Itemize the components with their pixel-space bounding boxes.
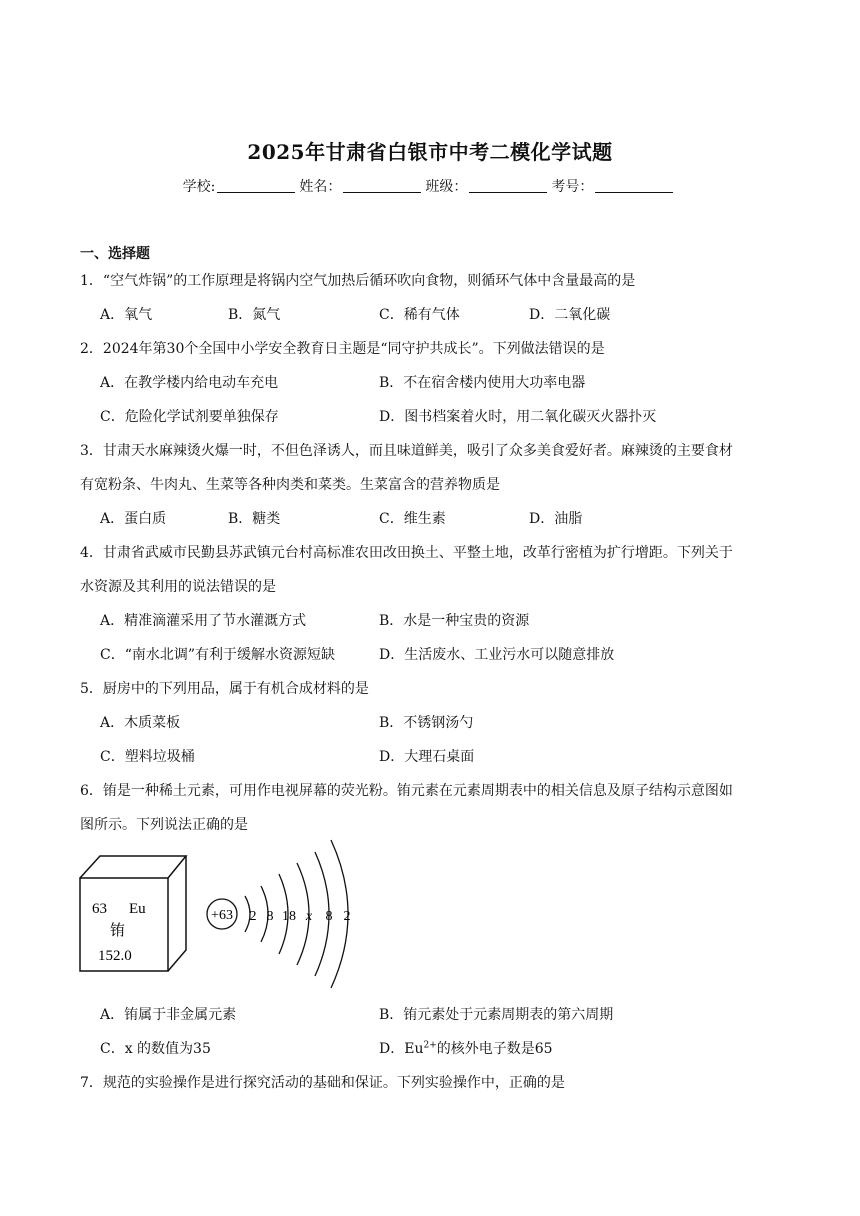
q5-option-d[interactable]: D．大理石桌面 (379, 749, 475, 765)
q2-option-d[interactable]: D．图书档案着火时，用二氧化碳灭火器扑灭 (379, 409, 657, 425)
student-info-line (0, 176, 860, 196)
q6-option-d[interactable] (379, 1038, 553, 1058)
q1-option-a[interactable]: A．氧气 (100, 307, 153, 323)
school-label: 学校: (182, 179, 216, 195)
question-1-stem: 1．“空气炸锅”的工作原理是将锅内空气加热后循环吹向食物，则循环气体中含量最高的是 (80, 273, 636, 289)
q2-option-b[interactable]: B．不在宿舍楼内使用大功率电器 (379, 375, 586, 391)
school-blank[interactable] (217, 178, 295, 193)
q3-option-b[interactable]: B．糖类 (228, 511, 281, 527)
q4-option-d[interactable]: D．生活废水、工业污水可以随意排放 (379, 647, 615, 663)
shell-6-count: 2 (343, 909, 351, 924)
q6-option-c[interactable]: C．x 的数值为35 (100, 1041, 211, 1057)
europium-figure (75, 836, 365, 994)
q5-option-b[interactable]: B．不锈钢汤勺 (379, 715, 474, 731)
question-4-stem-line-1: 4．甘肃省武威市民勤县苏武镇元台村高标准农田改田换土、平整土地，改革行密植为扩行增距。下列关于 (80, 545, 733, 561)
shell-2-count: 8 (266, 909, 274, 924)
q4-option-a[interactable]: A．精准滴灌采用了节水灌溉方式 (100, 613, 307, 629)
class-blank[interactable] (469, 178, 547, 193)
question-6-stem-line-1: 6．铕是一种稀土元素，可用作电视屏幕的荧光粉。铕元素在元素周期表中的相关信息及原子结构示意图如 (80, 783, 733, 799)
q6-option-d-head: D．Eu (379, 1041, 424, 1057)
q6-option-d-charge: 2+ (423, 1040, 437, 1051)
question-7-stem: 7．规范的实验操作是进行探究活动的基础和保证。下列实验操作中，正确的是 (80, 1075, 565, 1091)
element-symbol: Eu (129, 901, 146, 917)
question-3-stem-line-2: 有宽粉条、牛肉丸、生菜等各种肉类和菜类。生菜富含的营养物质是 (80, 477, 500, 493)
q3-option-c[interactable]: C．维生素 (379, 511, 446, 527)
q6-option-d-tail: 的核外电子数是65 (436, 1041, 553, 1057)
atomic-mass: 152.0 (98, 948, 132, 964)
q4-option-b[interactable]: B．水是一种宝贵的资源 (379, 613, 530, 629)
question-2-stem: 2．2024年第30个全国中小学安全教育日主题是“同守护共成长”。下列做法错误的是 (80, 341, 605, 357)
q5-option-c[interactable]: C．塑料垃圾桶 (100, 749, 195, 765)
question-4-stem-line-2: 水资源及其利用的说法错误的是 (80, 579, 276, 595)
q6-option-a[interactable]: A．铕属于非金属元素 (100, 1007, 237, 1023)
question-5-stem: 5．厨房中的下列用品，属于有机合成材料的是 (80, 681, 369, 697)
question-3-stem-line-1: 3．甘肃天水麻辣烫火爆一时，不但色泽诱人，而且味道鲜美，吸引了众多美食爱好者。麻辣烫的主要食材 (80, 443, 733, 459)
q1-option-b[interactable]: B．氮气 (228, 307, 281, 323)
element-name: 铕 (110, 923, 126, 939)
shell-5-count: 8 (325, 909, 333, 924)
q3-option-a[interactable]: A．蛋白质 (100, 511, 167, 527)
q5-option-a[interactable]: A．木质菜板 (100, 715, 181, 731)
q2-option-c[interactable]: C．危险化学试剂要单独保存 (100, 409, 279, 425)
nucleus-charge: +63 (211, 908, 233, 923)
q3-option-d[interactable]: D．油脂 (529, 511, 583, 527)
shell-4-count: x (305, 909, 313, 924)
q4-option-c[interactable]: C．“南水北调”有利于缓解水资源短缺 (100, 647, 336, 663)
q1-option-c[interactable]: C．稀有气体 (379, 307, 460, 323)
shell-1-count: 2 (249, 909, 257, 924)
name-blank[interactable] (343, 178, 421, 193)
class-label: 班级： (425, 179, 468, 195)
question-6-stem-line-2: 图所示。下列说法正确的是 (80, 817, 248, 833)
section-heading: 一、选择题 (80, 246, 150, 262)
q1-option-d[interactable]: D．二氧化碳 (529, 307, 611, 323)
q2-option-a[interactable]: A．在教学楼内给电动车充电 (100, 375, 279, 391)
q6-option-b[interactable]: B．铕元素处于元素周期表的第六周期 (379, 1007, 614, 1023)
name-label: 姓名： (299, 179, 342, 195)
page-title: 2025年甘肃省白银市中考二模化学试题 (247, 140, 613, 164)
number-blank[interactable] (595, 178, 673, 193)
atomic-number: 63 (92, 901, 107, 917)
shell-3-count: 18 (282, 909, 296, 924)
electron-shell-arcs (245, 840, 348, 988)
number-label: 考号： (551, 179, 594, 195)
